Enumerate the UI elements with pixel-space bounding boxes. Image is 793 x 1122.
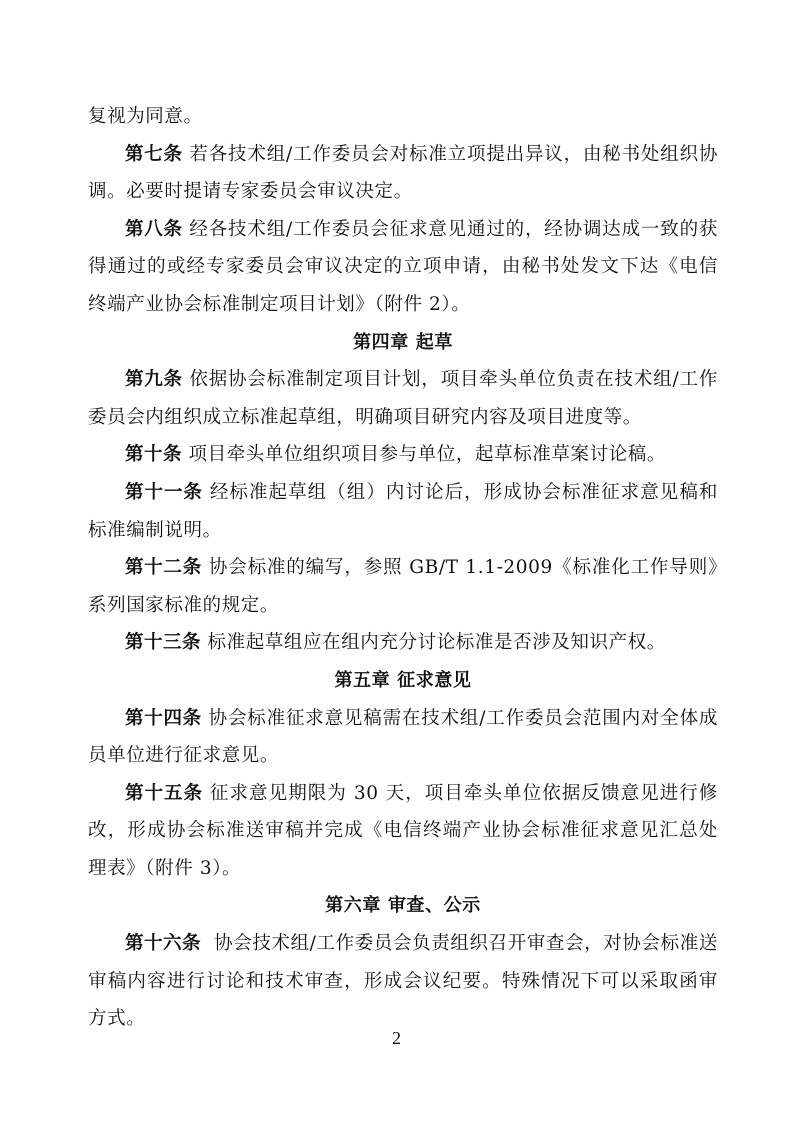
article-14: [88, 700, 718, 775]
chapter-4-heading: 第四章 起草: [353, 331, 453, 353]
article-text: 依据协会标准制定项目计划，项目牵头单位负责在技术组/工作委员会内组织成立标准起草组，明确项目研究内容及项目进度等。: [88, 369, 718, 428]
article-7: [88, 136, 718, 211]
article-number: 第十四条: [125, 707, 202, 729]
page-number: 2: [392, 1028, 401, 1048]
article-number: 第十条: [125, 444, 183, 466]
article-8: [88, 211, 718, 324]
article-text: 项目牵头单位组织项目参与单位，起草标准草案讨论稿。: [188, 444, 667, 466]
article-text: 协会标准的编写，参照 GB/T 1.1-2009《标准化工作导则》系列国家标准的规定。: [88, 557, 718, 616]
paragraph-text: 复视为同意。: [88, 106, 203, 127]
document-body: [88, 98, 718, 1038]
article-number: 第八条: [125, 218, 183, 240]
paragraph: [88, 98, 718, 136]
article-number: 第十六条: [125, 933, 202, 955]
article-number: 第十一条: [125, 481, 203, 503]
article-text: 协会标准征求意见稿需在技术组/工作委员会范围内对全体成员单位进行征求意见。: [88, 707, 718, 767]
article-number: 第十二条: [125, 557, 203, 579]
chapter-5-heading: 第五章 征求意见: [334, 669, 472, 691]
article-text: 若各技术组/工作委员会对标准立项提出异议，由秘书处组织协调。必要时提请专家委员会审议决定。: [88, 143, 718, 203]
article-number: 第十五条: [125, 782, 203, 804]
article-15: [88, 775, 718, 888]
article-10: [88, 436, 718, 474]
article-number: 第七条: [125, 143, 183, 165]
article-12: [88, 549, 718, 624]
article-text: 协会技术组/工作委员会负责组织召开审查会，对协会标准送审稿内容进行讨论和技术审查，形成会议纪要。特殊情况下可以采取函审方式。: [88, 933, 718, 1030]
article-16: [88, 925, 718, 1038]
article-11: [88, 474, 718, 549]
article-text: 标准起草组应在组内充分讨论标准是否涉及知识产权。: [207, 632, 666, 654]
article-text: 征求意见期限为 30 天，项目牵头单位依据反馈意见进行修改，形成协会标准送审稿并完成《电信终端产业协会标准征求意见汇总处理表》（附件 3）。: [88, 782, 718, 879]
article-9: [88, 361, 718, 436]
article-number: 第十三条: [125, 632, 202, 654]
article-text: 经标准起草组（组）内讨论后，形成协会标准征求意见稿和标准编制说明。: [88, 481, 718, 541]
article-13: [88, 624, 718, 662]
chapter-6-heading: 第六章 审查、公示: [325, 895, 481, 917]
article-number: 第九条: [125, 369, 183, 391]
article-text: 经各技术组/工作委员会征求意见通过的，经协调达成一致的获得通过的或经专家委员会审议决定的立项申请，由秘书处发文下达《电信终端产业协会标准制定项目计划》（附件 2）。: [88, 218, 718, 315]
